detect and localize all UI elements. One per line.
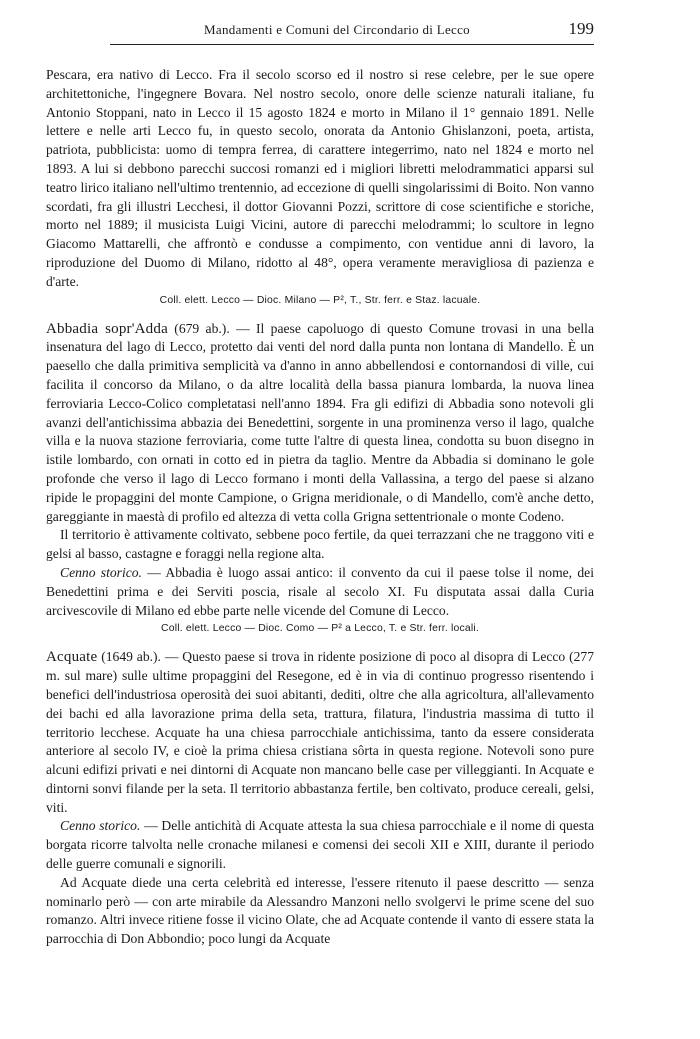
- abbadia-storico-text: — Abbadia è luogo assai antico: il convento da cui il paese tolse il nome, dei Benedettini prima e dei Serviti poscia, risale al secolo XI. Fu disputata assai dalla Curia arcivescovile di Milano ed ebbe parte nelle vicende del Comune di Lecco.: [46, 564, 594, 618]
- page-number: 199: [568, 19, 594, 38]
- header-rule: [110, 44, 594, 45]
- header-title: Mandamenti e Comuni del Circondario di Lecco: [204, 22, 470, 37]
- entry-abbadia: [46, 320, 594, 527]
- acquate-storico-text: — Delle antichità di Acquate attesta la sua chiesa parrocchiale e il nome di questa borgata ricorre talvolta nelle cronache milanesi e comensi dei secoli XII e XIII, durante il periodo delle guerre comunali e signorili.: [46, 818, 594, 872]
- entry-acquate-name: Acquate: [46, 649, 98, 666]
- entry-acquate-text: — Questo paese si trova in ridente posizione di poco al disopra di Lecco (277 m. sul mare) sulle ultime propaggini del Resegone, ed è in via di continuo progresso risentendo i benefici dell'industriosa operosità dei suoi abitanti, dediti, oltre che alla agricoltura, all'allevamento dei bachi ed alla lavorazione prima della seta, trattura, filatura, l'industria massima di tutto il territorio lecchese. Acquate ha una chiesa parrocchiale antichissima, tanto da essere considerata anteriore al secolo IV, e cioè la prima chiesa cristiana sôrta in questa regione. Notevoli sono pure alcuni edifizi privati e nei dintorni di Acquate non mancano belle case per villeggianti. In Acquate e dintorni sonvi filande per la seta. Il territorio abbastanza fertile, ben coltivato, produce cereali, gelsi, viti.: [46, 649, 594, 815]
- abbadia-storico-label: Cenno storico.: [60, 564, 142, 580]
- intro-coll-line: Coll. elett. Lecco — Dioc. Milano — P², T., Str. ferr. e Staz. lacuale.: [159, 294, 481, 306]
- abbadia-storico: [46, 564, 594, 620]
- entry-abbadia-population: (679 ab.).: [174, 320, 230, 336]
- entry-abbadia-text: — Il paese capoluogo di questo Comune trovasi in una bella insenatura del lago di Lecco, protetto dai venti del nord dalla punta non lontana di Mandello. È un paesello che dalla primitiva semplicità va d'anno in anno abbellendosi e contornandosi di ville, cui facilita il concorso da Milano, o da altre località della bassa pianura lombarda, la nuova linea ferroviaria Lecco-Colico completatasi nell'anno 1894. Fra gli edifizi di Abbadia sono notevoli gli avanzi dell'antichissima abbazia dei Benedettini, sorgente in una prominenza verso il lago, qualche villa e la nuova stazione ferroviaria, come tutte l'altre di questa linea, condotta su buon disegno in istile lombardo, con ornati in cotto ed in pietra da taglio. Mentre da Abbadia si dominano le gole profonde che verso il lago di Lecco formano i monti della Vallassina, a tergo del paese si alzano ripide le propaggini del monte Campione, o Grigna meridionale, o di Mandello, com'è anche detto, gareggiante in maestà di profilo ed altezza di vetta colla Grigna settentrionale o monte Codeno.: [46, 320, 594, 524]
- intro-paragraph: Pescara, era nativo di Lecco. Fra il secolo scorso ed il nostro si rese celebre, per le sue opere architettoniche, l'ingegnere Bovara. Nel nostro secolo, onore delle scienze naturali italiane, fu Antonio Stoppani, nato in Lecco il 15 agosto 1824 e morto in Milano il 1° gennaio 1891. Nelle lettere e nelle arti Lecco fu, in questo secolo, onorata da Antonio Ghislanzoni, poeta, artista, patriota, pubblicista: uomo di tempra ferrea, di carattere integerrimo, nato nel 1824 e morto nel 1893. A lui si debbono parecchi succosi romanzi ed i migliori libretti melodrammatici apparsi sul teatro lirico italiano nell'ultimo trentennio, ad eccezione di quelli singolarissimi di Boito. Non vanno scordati, fra gli illustri Lecchesi, il dottor Giovanni Pozzi, scrittore di cose scientifiche e storiche, morto nel 1889; il musicista Luigi Vicini, autore di parecchi melodrammi; lo scultore in legno Giacomo Mattarelli, che affrontò e condusse a compimento, con ventidue anni di lavoro, la riproduzione del Duomo di Milano, ridotto al 48°, opera veramente meravigliosa di pazienza e d'arte.: [46, 67, 594, 289]
- running-header: [110, 19, 594, 46]
- entry-acquate-population: (1649 ab.).: [101, 649, 161, 665]
- entry-abbadia-name: Abbadia sopr'Adda: [46, 320, 168, 337]
- abbadia-coll-line: Coll. elett. Lecco — Dioc. Como — P² a Lecco, T. e Str. ferr. locali.: [161, 623, 479, 635]
- entry-acquate: [46, 648, 594, 817]
- acquate-manzoni: Ad Acquate diede una certa celebrità ed interesse, l'essere ritenuto il paese descritto — senza nominarlo però — con arte mirabile da Alessandro Manzoni nello svolgervi le prime scene del suo romanzo. Altri invece ritiene fosse il vicino Olate, che ad Acquate contende il vanto di essere stata la parrocchia di Don Abbondio; poco lungi da Acquate: [46, 874, 594, 947]
- page-body: [46, 66, 594, 949]
- acquate-storico-label: Cenno storico.: [60, 818, 141, 834]
- acquate-storico: [46, 817, 594, 873]
- abbadia-territorio: Il territorio è attivamente coltivato, sebbene poco fertile, da quei terrazzani che ne traggono viti e gelsi al basso, castagne e foraggi nella regione alta.: [46, 527, 594, 562]
